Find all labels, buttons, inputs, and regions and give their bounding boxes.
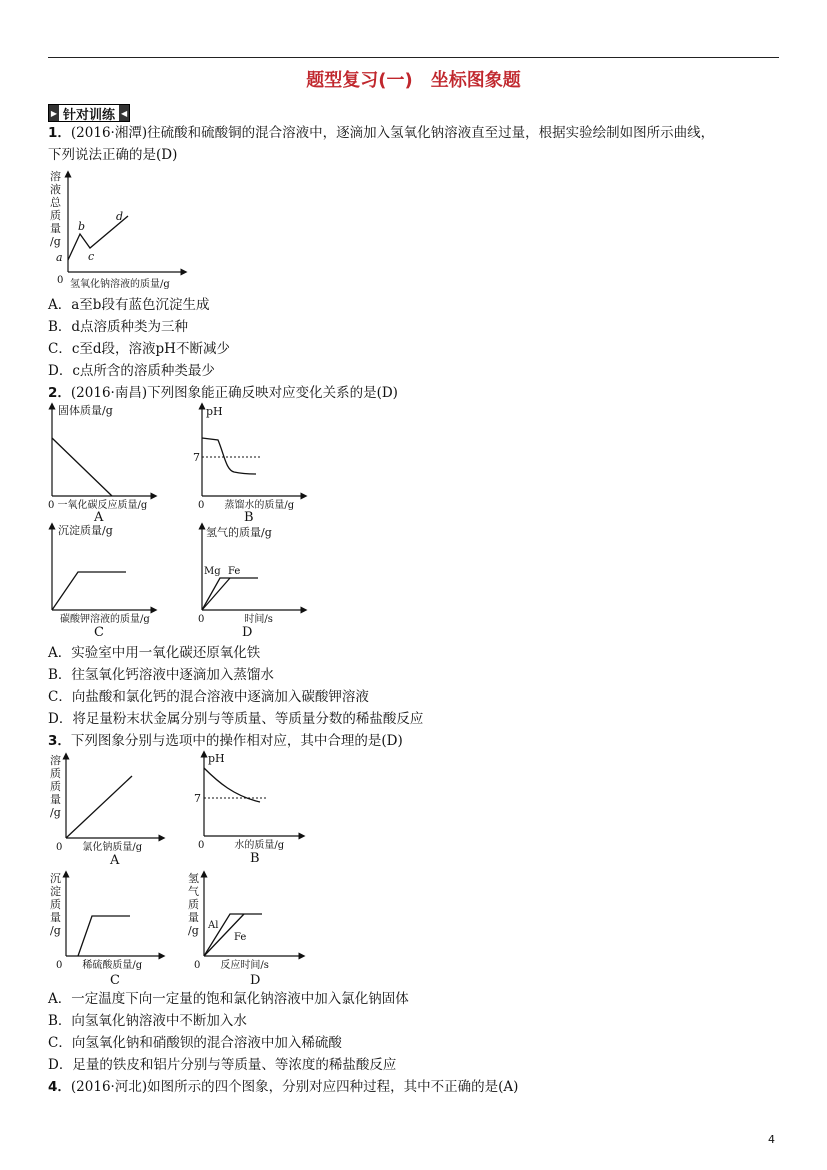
x-axis-label: 0 一氧化碳反应质量/g (48, 500, 148, 511)
option-c: C．向氢氧化钠和硝酸钡的混合溶液中加入稀硫酸 (48, 1035, 342, 1051)
header-rule (48, 57, 779, 58)
option-d: D．将足量粉末状金属分别与等质量、等质量分数的稀盐酸反应 (48, 711, 424, 727)
origin-label: 0 (57, 275, 64, 286)
q2-figure-d (194, 524, 314, 642)
option-a: A．a至b段有蓝色沉淀生成 (48, 297, 210, 313)
y-axis-label: pH (208, 752, 225, 765)
svg-text:量: 量 (50, 911, 61, 924)
caption-c: C (110, 973, 120, 988)
svg-text:质: 质 (50, 898, 61, 911)
point-a-label: a (56, 251, 63, 264)
caption-c: C (94, 625, 104, 640)
caption-a: A (110, 853, 120, 868)
fe-label: Fe (228, 566, 241, 577)
x-axis-label: 0 反应时间/s (194, 960, 269, 971)
curve (202, 438, 256, 474)
option-c: C．向盐酸和氯化钙的混合溶液中逐滴加入碳酸钾溶液 (48, 689, 369, 705)
ylabel-char: 溶 (50, 170, 61, 183)
q2-figure-a (44, 404, 164, 525)
question-4 (48, 1076, 788, 1098)
svg-text:质: 质 (50, 780, 61, 793)
y-axis-label (50, 169, 62, 248)
caption-d: D (242, 625, 253, 640)
svg-text:/g: /g (50, 924, 61, 937)
question-1 (48, 122, 788, 166)
y-axis-label: 氢气的质量/g (206, 526, 272, 539)
al-label: Al (208, 920, 219, 931)
q1-figure (44, 168, 204, 292)
question-number: 3． (48, 733, 71, 749)
y-axis-label: 沉淀质量/g (58, 524, 113, 537)
question-text: (2016·南昌)下列图象能正确反映对应变化关系的是(D) (70, 385, 398, 401)
svg-text:溶: 溶 (50, 754, 61, 767)
svg-text:沉: 沉 (50, 872, 61, 885)
y-axis-label (188, 871, 199, 937)
page-title: 题型复习(一) 坐标图象题 (306, 70, 521, 91)
svg-text:/g: /g (188, 924, 199, 937)
x-axis-label: 氢氧化钠溶液的质量/g (70, 279, 170, 290)
x-axis-label: 0 时间/s (198, 614, 273, 625)
q3-figure-b (194, 752, 314, 868)
y-axis-label (50, 753, 61, 819)
q3-figure-d (184, 870, 308, 990)
ylabel-char: 质 (50, 209, 61, 222)
svg-text:量: 量 (188, 911, 199, 924)
point-b-label: b (78, 220, 86, 233)
y-axis-label (50, 872, 61, 937)
x-axis-label: 0 水的质量/g (198, 840, 285, 851)
q3-options (48, 988, 409, 1076)
question-number: 2． (48, 385, 71, 401)
q2-figure-c (44, 524, 164, 642)
ph-7-label: 7 (193, 451, 200, 464)
svg-text:/g: /g (50, 806, 61, 819)
x-axis-label: 碳酸钾溶液的质量/g (60, 614, 150, 625)
caption-a: A (94, 510, 104, 525)
x-axis-label: 0 稀硫酸质量/g (56, 960, 143, 971)
curve (66, 776, 132, 838)
question-3 (48, 730, 788, 752)
ylabel-char: 总 (50, 196, 61, 209)
curve (78, 916, 130, 956)
x-axis-label: 0 蒸馏水的质量/g (198, 500, 295, 511)
question-text: 下列图象分别与选项中的操作相对应，其中合理的是(D) (70, 733, 403, 749)
svg-text:氢: 氢 (188, 872, 199, 885)
mg-curve (202, 578, 258, 610)
q2-figure-b (193, 404, 314, 525)
section-label: 针对训练 (63, 107, 116, 123)
page-number: 4 (768, 1133, 775, 1146)
curve (52, 438, 112, 496)
option-a: A．实验室中用一氧化碳还原氧化铁 (48, 645, 261, 661)
svg-text:气: 气 (188, 885, 199, 898)
question-text: (2016·湘潭)往硫酸和硫酸铜的混合溶液中，逐滴加入氢氧化钠溶液直至过量，根据实验绘制如图所示曲线， (70, 125, 715, 141)
question-2 (48, 382, 788, 404)
question-number: 4． (48, 1079, 71, 1095)
q1-options (48, 294, 230, 382)
fe-label: Fe (234, 932, 247, 943)
point-c-label: c (88, 250, 95, 263)
caption-b: B (250, 851, 260, 866)
question-number: 1． (48, 125, 71, 141)
option-d: D．足量的铁皮和铝片分别与等质量、等浓度的稀盐酸反应 (48, 1057, 397, 1073)
q2-options (48, 642, 423, 730)
x-axis-label: 0 氯化钠质量/g (56, 842, 143, 853)
curve (204, 768, 260, 802)
option-a: A．一定温度下向一定量的饱和氯化钠溶液中加入氯化钠固体 (48, 991, 409, 1007)
point-d-label: d (116, 210, 124, 223)
caption-d: D (250, 973, 261, 988)
svg-text:淀: 淀 (50, 885, 61, 898)
question-text-line2: 下列说法正确的是(D) (48, 147, 178, 163)
option-b: B．往氢氧化钙溶液中逐滴加入蒸馏水 (48, 667, 274, 683)
q3-figure-a (44, 752, 168, 868)
svg-text:量: 量 (50, 793, 61, 806)
mg-label: Mg (204, 566, 221, 577)
caption-b: B (244, 510, 254, 525)
section-tag (48, 104, 130, 122)
curve (52, 572, 126, 610)
ylabel-char: /g (50, 235, 61, 248)
option-d: D．c点所含的溶质种类最少 (48, 363, 215, 379)
fe-curve (202, 578, 230, 610)
ylabel-char: 量 (50, 222, 61, 235)
y-axis-label: pH (206, 405, 223, 418)
q3-figure-c (44, 870, 168, 990)
y-axis-label: 固体质量/g (58, 404, 113, 417)
svg-text:质: 质 (188, 898, 199, 911)
option-b: B．d点溶质种类为三种 (48, 319, 189, 335)
play-left-icon: ◀ (119, 105, 129, 121)
question-text: (2016·河北)如图所示的四个图象，分别对应四种过程，其中不正确的是(A) (70, 1079, 519, 1095)
svg-text:质: 质 (50, 767, 61, 780)
option-c: C．c至d段，溶液pH不断减少 (48, 341, 230, 357)
ylabel-char: 液 (50, 183, 61, 196)
ph-7-label: 7 (194, 792, 201, 805)
play-right-icon: ▶ (49, 105, 59, 121)
option-b: B．向氢氧化钠溶液中不断加入水 (48, 1013, 247, 1029)
